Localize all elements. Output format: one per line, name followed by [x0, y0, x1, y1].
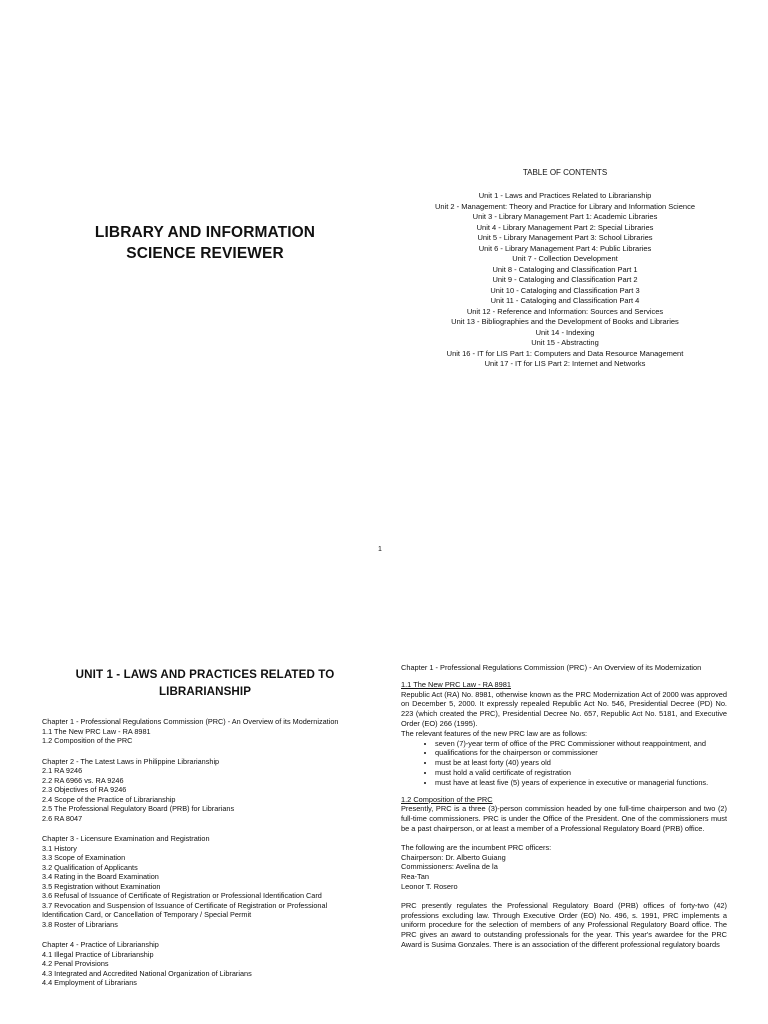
toc-item: Unit 14 - Indexing: [535, 327, 595, 337]
toc-item: Unit 1 - Laws and Practices Related to Librarianship: [478, 191, 652, 200]
list-item: • must hold a valid certificate of registration: [435, 768, 727, 778]
chapter-outline: [42, 940, 368, 988]
toc-heading: TABLE OF CONTENTS: [522, 168, 608, 177]
feature-list: [401, 739, 727, 788]
toc-item: Unit 2 - Management: Theory and Practice for Library and Information Science: [435, 201, 695, 211]
cover-title-line-2: SCIENCE REVIEWER: [126, 245, 284, 262]
page-separator: [0, 600, 768, 620]
officer-list: [401, 853, 727, 892]
body-paragraph: Presently, PRC is a three (3)-person commission headed by one full-time chairperson and two (2) full-time commissioners. PRC is under the Office of the President. One of the commissioners must be a past chairperson, or at least a member of a Professional Regulatory Board (PRB) office.: [401, 804, 727, 833]
list-item: • seven (7)-year term of office of the PRC Commissioner without reappointment, and: [435, 739, 727, 749]
body-paragraph: The relevant features of the new PRC law are as follows:: [401, 728, 588, 738]
list-item: • must have at least five (5) years of experience in executive or managerial functions.: [435, 778, 727, 788]
chapter-title: Chapter 4 - Practice of Librarianship: [42, 940, 159, 949]
section-item: 3.1 History: [42, 843, 77, 853]
chapter-heading: Chapter 1 - Professional Regulations Commission (PRC) - An Overview of its Modernization: [401, 663, 702, 672]
chapter-sections: [42, 727, 368, 746]
section-item: 2.1 RA 9246: [42, 766, 83, 775]
cover-title-line-1: LIBRARY AND INFORMATION: [94, 224, 316, 241]
section-item: 3.2 Qualification of Applicants: [42, 862, 138, 872]
chapter-title: Chapter 1 - Professional Regulations Commission (PRC) - An Overview of its Modernization: [42, 717, 339, 726]
table-of-contents: [398, 167, 732, 370]
officer-line: Chairperson: Dr. Alberto Guiang: [401, 852, 506, 862]
chapter-sections: [42, 844, 368, 930]
toc-item: Unit 4 - Library Management Part 2: Special Libraries: [476, 222, 654, 232]
section-heading: 1.2 Composition of the PRC: [401, 794, 493, 804]
list-item: • must be at least forty (40) years old: [435, 758, 727, 768]
toc-item: Unit 5 - Library Management Part 3: School Libraries: [477, 233, 653, 242]
section-item: 4.4 Employment of Librarians: [42, 978, 137, 987]
chapter-title: Chapter 3 - Licensure Examination and Registration: [42, 834, 210, 843]
section-item: 3.5 Registration without Examination: [42, 881, 161, 891]
toc-item: Unit 11 - Cataloging and Classification Part 4: [490, 296, 640, 305]
toc-item: Unit 3 - Library Management Part 1: Academic Libraries: [472, 212, 658, 221]
section-item: 1.1 The New PRC Law - RA 8981: [42, 726, 151, 736]
document-page-2: [0, 620, 768, 1024]
section-item: 4.2 Penal Provisions: [42, 959, 109, 968]
section-item: 4.1 Illegal Practice of Librarianship: [42, 949, 154, 959]
officer-line: Rea-Tan: [401, 872, 429, 882]
cover-title: [66, 222, 344, 264]
section-item: 3.7 Revocation and Suspension of Issuance of Certificate of Registration or Professional Identification Card, or Cancellation of Temporary / Special Permit: [42, 900, 328, 919]
chapter-outline: [42, 834, 368, 929]
section-item: 2.4 Scope of the Practice of Librarianship: [42, 794, 176, 804]
chapter-title: Chapter 2 - The Latest Laws in Philippine Librarianship: [42, 756, 220, 766]
chapter-outline: [42, 757, 368, 824]
officer-line: Commissioners: Avelina de la: [401, 862, 498, 872]
right-column: [401, 663, 727, 950]
section-item: 2.5 The Professional Regulatory Board (PRB) for Librarians: [42, 804, 235, 813]
section-item: 3.4 Rating in the Board Examination: [42, 872, 159, 881]
section-item: 3.8 Roster of Librarians: [42, 919, 118, 929]
toc-item: Unit 17 - IT for LIS Part 2: Internet and Networks: [484, 359, 646, 368]
section-item: 2.3 Objectives of RA 9246: [42, 785, 127, 794]
section-item: 4.3 Integrated and Accredited National Organization of Librarians: [42, 968, 252, 978]
unit-title-line-1: UNIT 1 - LAWS AND PRACTICES RELATED TO: [75, 668, 335, 681]
officer-line: Leonor T. Rosero: [401, 881, 458, 891]
toc-item: Unit 6 - Library Management Part 4: Public Libraries: [478, 243, 652, 253]
toc-item: Unit 12 - Reference and Information: Sources and Services: [466, 306, 664, 316]
section-item: 3.3 Scope of Examination: [42, 853, 126, 862]
section-item: 2.2 RA 6966 vs. RA 9246: [42, 775, 124, 785]
toc-item: Unit 13 - Bibliographies and the Development of Books and Libraries: [451, 317, 679, 326]
body-paragraph: Republic Act (RA) No. 8981, otherwise known as the PRC Modernization Act of 2000 was approved on December 5, 2000. It expressly repealed Republic Act No. 546, Presidential Decree (PD) No. 223 (which created the PRC), Presidential Decree No. 657, Republic Act No. 5181, and Executive Order (EO) 266 (1995).: [401, 689, 727, 728]
toc-item: Unit 8 - Cataloging and Classification Part 1: [492, 264, 638, 274]
toc-item: Unit 10 - Cataloging and Classification Part 3: [490, 285, 640, 295]
toc-item: Unit 16 - IT for LIS Part 1: Computers and Data Resource Management: [446, 348, 684, 358]
toc-item: Unit 15 - Abstracting: [531, 338, 599, 347]
toc-item: Unit 9 - Cataloging and Classification Part 2: [492, 275, 638, 284]
body-paragraph: PRC presently regulates the Professional Regulatory Board (PRB) offices of forty-two (42) professions excluding law. Through Executive Order (EO) No. 496, s. 1991, PRC implements a uniform procedure for the selection of members of any Professional Regulatory Board office. The PRC gives an award to outstanding professionals for the year. This year's awardee for the PRC Award is Susima Gonzales. There is an association of the different professional regulatory boards: [401, 900, 727, 949]
page-number: 1: [378, 546, 382, 553]
section-item: 3.6 Refusal of Issuance of Certificate of Registration or Professional Identification Card: [42, 891, 322, 900]
left-column: [42, 666, 368, 999]
toc-list: [398, 191, 732, 370]
section-item: 1.2 Composition of the PRC: [42, 736, 133, 745]
unit-title: [42, 666, 368, 700]
chapter-outline: [42, 717, 368, 746]
list-item: • qualifications for the chairperson or commissioner: [435, 748, 727, 758]
chapter-sections: [42, 950, 368, 988]
toc-item: Unit 7 - Collection Development: [512, 254, 618, 263]
section-heading: 1.1 The New PRC Law - RA 8981: [401, 679, 511, 689]
unit-title-line-2: LIBRARIANSHIP: [158, 685, 252, 698]
section-item: 2.6 RA 8047: [42, 813, 83, 823]
body-paragraph: The following are the incumbent PRC officers:: [401, 842, 552, 852]
chapter-sections: [42, 766, 368, 823]
